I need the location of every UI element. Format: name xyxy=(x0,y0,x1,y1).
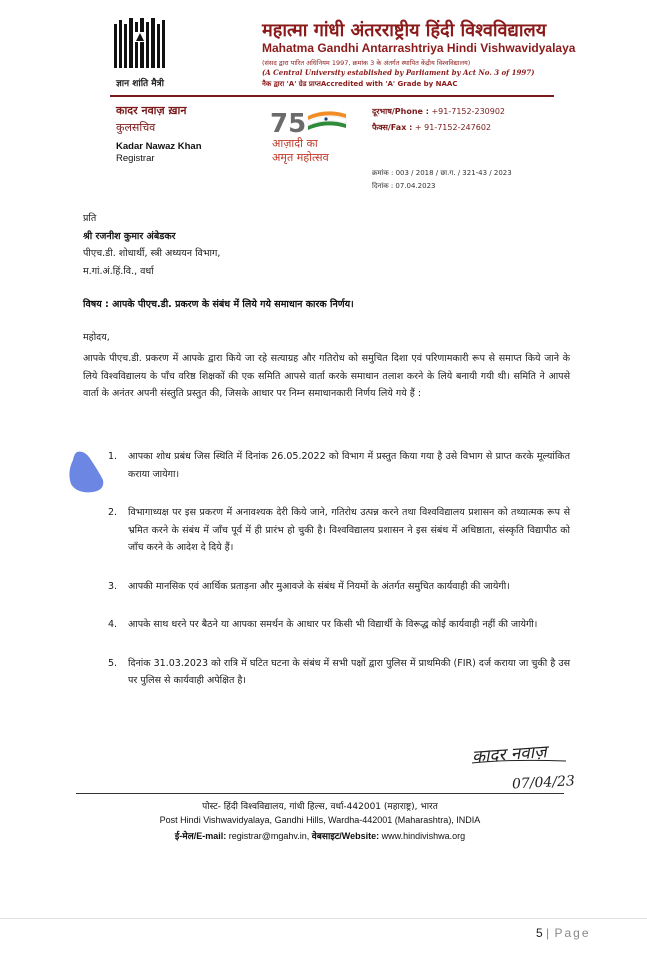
list-item-number: 4. xyxy=(108,619,118,630)
page-separator xyxy=(0,918,647,919)
naac-english: Accredited with 'A' Grade by NAAC xyxy=(320,80,458,88)
establishment-note-hindi: (संसद द्वारा पारित अधिनियम 1997, क्रमांक 3 के अंतर्गत स्थापित केंद्रीय विश्वविद्यालय) xyxy=(262,59,471,67)
website-link[interactable]: www.hindivishwa.org xyxy=(381,831,466,841)
phone-line xyxy=(372,104,505,120)
footer-contact xyxy=(76,829,564,842)
salutation: महोदय, xyxy=(83,332,110,343)
list-item-text: आपकी मानसिक एवं आर्थिक प्रताड़ना और मुआवजे के संबंध में नियमों के अंतर्गत समुचित कार्यवाही की जायेगी। xyxy=(128,580,510,592)
university-name-hindi: महात्मा गांधी अंतरराष्ट्रीय हिंदी विश्वविद्यालय xyxy=(262,20,547,41)
page-number-separator: | xyxy=(546,926,552,940)
reference-line xyxy=(372,167,512,180)
svg-text:07/04/23: 07/04/23 xyxy=(511,773,576,793)
recipient-line-1: पीएच.डी. शोधार्थी, स्त्री अध्ययन विभाग, xyxy=(83,248,221,259)
list-item-text: विभागाध्यक्ष पर इस प्रकरण में अनावश्यक देरी किये जाने, गतिरोध उत्पन्न करने तथा विश्वविद्यालय प्रशासन को तथ्यात्मक रूप से भ्रमित करने के संबंध में जाँच पूर्व में ही प्रारंभ हो चुकी है। विश्वविद्यालय प्रशासन ने इस संबंध में अधिष्ठाता, संस्कृति विद्यापीठ को जाँच करने के आदेश दे दिये हैं। xyxy=(128,507,570,553)
reference-label: क्रमांक : xyxy=(372,169,394,177)
recipient-block xyxy=(83,210,220,280)
list-item-number: 5. xyxy=(108,657,118,669)
letter-date: 07.04.2023 xyxy=(395,182,436,190)
svg-text:कादर नवाज़: कादर नवाज़ xyxy=(471,742,548,768)
list-item xyxy=(83,616,570,634)
intro-paragraph: आपके पीएच.डी. प्रकरण में आपके द्वारा किये जा रहे सत्याग्रह और गतिरोध को समुचित दिशा एवं परिणामकारी रूप से समाप्त किये जाने के लिये विश्वविद्यालय के पाँच वरिष्ठ शिक्षकों की एक समिति आपसे वार्ता करके समाधान तलाश करने के लिये बनायी गयी थी। समिति ने आपसे वार्ता के अनंतर अपनी संस्तुति प्रस्तुत की, जिसके आधार पर निम्न समाधानकारी निर्णय लिये गये हैं : xyxy=(83,353,570,399)
fax-number: + 91-7152-247602 xyxy=(414,123,492,132)
footer-address-hindi: पोस्ट- हिंदी विश्वविद्यालय, गांधी हिल्स, वर्धा-442001 (महाराष्ट्र), भारत xyxy=(202,802,438,812)
list-item xyxy=(83,655,570,690)
contact-block xyxy=(372,104,505,136)
page-number-value: 5 xyxy=(536,926,543,940)
header-rule xyxy=(110,95,554,97)
list-item xyxy=(83,448,570,483)
recipient-line-2: म.गां.अं.हिं.वि., वर्धा xyxy=(83,265,154,277)
university-name-english: Mahatma Gandhi Antarrashtriya Hindi Vishwavidyalaya xyxy=(262,41,576,55)
recipient-name: श्री रजनीश कुमार अंबेडकर xyxy=(83,230,176,242)
phone-number: +91-7152-230902 xyxy=(431,107,506,116)
naac-accreditation xyxy=(262,80,457,89)
phone-label: दूरभाष/Phone : xyxy=(372,107,429,116)
email-label: ई-मेल/E-mail: xyxy=(174,831,227,841)
flag-75-icon xyxy=(268,104,358,138)
registrar-title-english: Registrar xyxy=(116,153,155,164)
handwritten-signature xyxy=(470,735,580,795)
registrar-block xyxy=(116,103,202,164)
registrar-title-hindi: कुलसचिव xyxy=(116,121,156,134)
fax-label: फैक्स/Fax : xyxy=(372,123,413,132)
reference-number: 003 / 2018 / छा.ग. / 321-43 / 2023 xyxy=(395,169,512,177)
page-number xyxy=(536,926,591,940)
list-item-number: 3. xyxy=(108,580,118,592)
registrar-name-english: Kadar Nawaz Khan xyxy=(116,141,202,152)
footer-rule xyxy=(76,793,564,794)
recipient-prati: प्रति xyxy=(83,213,97,224)
svg-text:75: 75 xyxy=(270,109,307,138)
list-item-number: 2. xyxy=(108,507,118,518)
establishment-act-english: (A Central University established by Parliament by Act No. 3 of 1997) xyxy=(262,68,535,77)
emblem-icon xyxy=(114,18,166,74)
list-item xyxy=(83,504,570,557)
list-item-number: 1. xyxy=(108,451,118,462)
azadi-line-2: अमृत महोत्सव xyxy=(272,151,329,164)
azadi-ka-amrit-mahotsav-logo xyxy=(268,104,358,164)
list-item-text: आपका शोध प्रबंध जिस स्थिति में दिनांक 26.05.2022 को विभाग में प्रस्तुत किया गया है उसे विभाग से प्राप्त करके मूल्यांकित कराया जायेगा। xyxy=(128,451,570,480)
fax-line xyxy=(372,120,505,136)
logo-tagline: ज्ञान शांति मैत्री xyxy=(116,79,164,89)
decision-list xyxy=(83,448,570,711)
registrar-name-hindi: कादर नवाज़ ख़ान xyxy=(116,104,187,117)
azadi-line-1: आज़ादी का xyxy=(272,137,318,150)
reference-block xyxy=(372,167,512,193)
university-logo xyxy=(100,18,180,88)
page-label: Page xyxy=(554,926,591,940)
list-item xyxy=(83,578,570,596)
date-line xyxy=(372,180,512,193)
footer-address-english: Post Hindi Vishwavidyalaya, Gandhi Hills, Wardha-442001 (Maharashtra), INDIA xyxy=(159,815,481,825)
naac-hindi: नैक द्वारा 'A' ग्रेड प्राप्त xyxy=(262,80,321,88)
date-label: दिनांक : xyxy=(372,182,394,190)
list-item-text: आपके साथ धरने पर बैठने या आपका समर्थन के आधार पर किसी भी विद्यार्थी के विरूद्ध कोई कार्यवाही नहीं की जायेगी। xyxy=(128,619,538,630)
list-item-text: दिनांक 31.03.2023 को रात्रि में घटित घटना के संबंध में सभी पक्षों द्वारा पुलिस में प्राथमिकी (FIR) दर्ज कराया जा चुकी है उस पर पुलिस से कार्यवाही अपेक्षित है। xyxy=(128,657,570,686)
email-address[interactable]: registrar@mgahv.in, xyxy=(228,831,310,841)
website-label: वेबसाइट/Website: xyxy=(311,831,380,841)
subject-line: विषय : आपके पीएच.डी. प्रकरण के संबंध में लिये गये समाधान कारक निर्णय। xyxy=(83,299,354,310)
